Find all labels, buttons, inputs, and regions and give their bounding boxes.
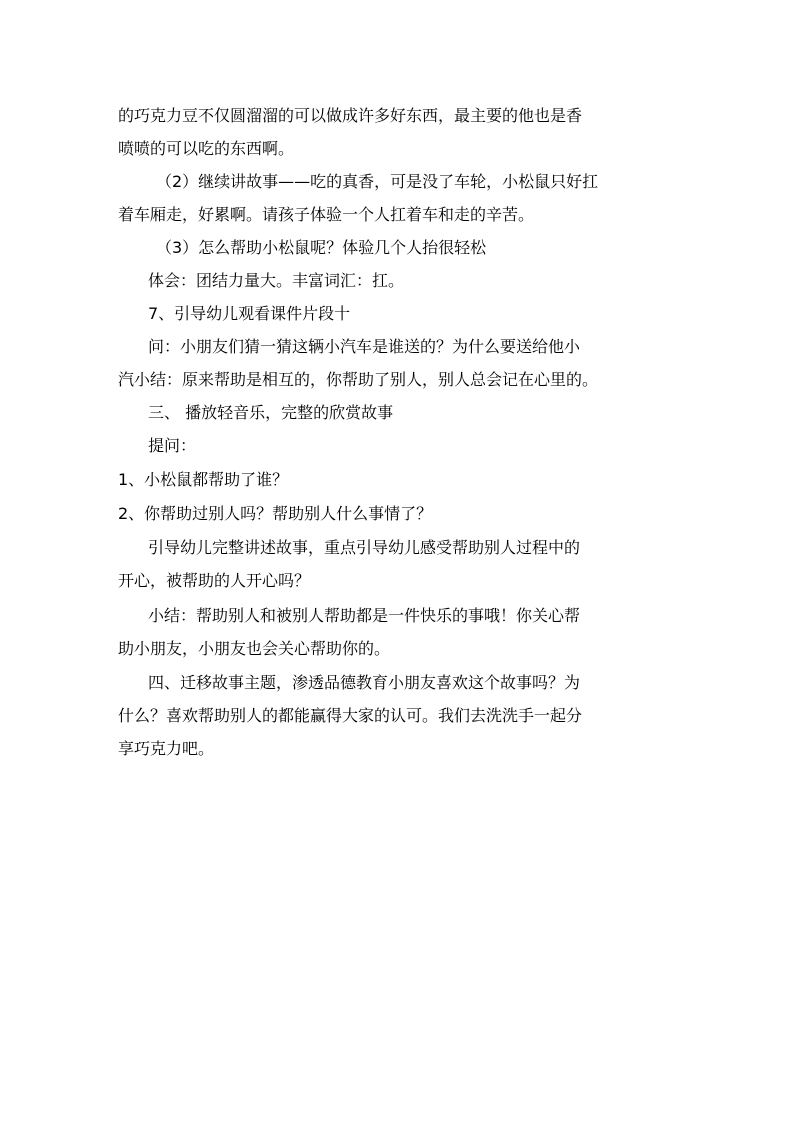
- text-line-19: 什么？喜欢帮助别人的都能赢得大家的认可。我们去洗洗手一起分: [118, 706, 583, 725]
- text-line-15: 开心，被帮助的人开心吗？: [118, 571, 311, 590]
- text-line-20: 享巧克力吧。: [118, 739, 215, 758]
- text-line-14: 引导幼儿完整讲述故事，重点引导幼儿感受帮助别人过程中的: [148, 538, 581, 557]
- text-line-16: 小结：帮助别人和被别人帮助都是一件快乐的事哦！你关心帮: [148, 606, 581, 625]
- text-line-1: 的巧克力豆不仅圆溜溜的可以做成许多好东西，最主要的他也是香: [118, 106, 583, 125]
- text-line-10: 三、 播放轻音乐，完整的欣赏故事: [148, 403, 394, 422]
- text-line-3: （2）继续讲故事——吃的真香，可是没了车轮，小松鼠只好扛: [156, 172, 599, 191]
- text-line-11: 提问：: [148, 436, 197, 455]
- text-line-18: 四、迁移故事主题，渗透品德教育小朋友喜欢这个故事吗？为: [148, 673, 581, 692]
- text-line-2: 喷喷的可以吃的东西啊。: [118, 139, 295, 158]
- text-line-6: 体会：团结力量大。丰富词汇：扛。: [148, 271, 405, 290]
- text-line-4: 着车厢走，好累啊。请孩子体验一个人扛着车和走的辛苦。: [118, 205, 535, 224]
- text-line-8: 问：小朋友们猜一猜这辆小汽车是谁送的？为什么要送给他小: [148, 337, 581, 356]
- text-line-17: 助小朋友，小朋友也会关心帮助你的。: [118, 639, 391, 658]
- text-line-7: 7、引导幼儿观看课件片段十: [148, 304, 351, 323]
- text-line-5: （3）怎么帮助小松鼠呢？体验几个人抬很轻松: [156, 238, 487, 257]
- text-line-9: 汽小结：原来帮助是相互的，你帮助了别人，别人总会记在心里的。: [118, 370, 599, 389]
- text-line-12: 1、小松鼠都帮助了谁？: [118, 470, 289, 489]
- text-line-13: 2、你帮助过别人吗？帮助别人什么事情了？: [118, 504, 433, 523]
